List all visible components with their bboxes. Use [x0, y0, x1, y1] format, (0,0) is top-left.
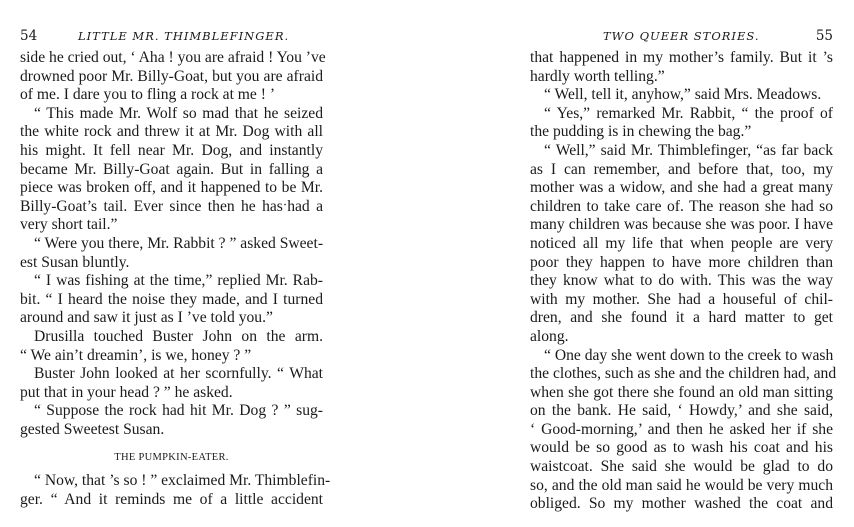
running-head: [20, 28, 323, 44]
text-line: “ Well, tell it, anyhow,” said Mrs. Meadows.: [544, 86, 822, 104]
text-line: the pudding is in chewing the bag.”: [530, 123, 752, 141]
text-line: with my mother. She had a houseful of chil-: [530, 290, 833, 308]
text-line: his might. It fell near Mr. Dog, and instantly: [20, 141, 323, 159]
text-line: “ One day she went down to the creek to wash: [544, 346, 834, 364]
text-line: Billy-Goat’s tail. Ever since then he hasˑhad a: [20, 197, 323, 215]
text-line: they know what to do with. This was the way: [530, 272, 833, 290]
running-head: [530, 28, 833, 44]
text-line: Buster John looked at her scornfully. “ What: [34, 365, 323, 383]
running-title: LITTLE MR. THIMBLEFINGER.: [78, 29, 290, 43]
text-line: so, and the old man said he would be very much: [530, 476, 833, 494]
text-line: dren, and she found it a hard matter to get: [530, 309, 833, 327]
text-line: “ Well,” said Mr. Thimblefinger, “as far back: [544, 141, 833, 159]
text-line: poor they happen to have more children than: [530, 253, 833, 271]
section-heading: THE PUMPKIN-EATER.: [114, 452, 229, 464]
text-line: “ Now, that ’s so ! ” exclaimed Mr. Thimblefin-: [34, 472, 331, 490]
text-line: very short tail.”: [20, 216, 118, 234]
text-line: along.: [530, 327, 569, 345]
text-line: the white rock and threw it at Mr. Dog with all: [20, 123, 323, 141]
text-line: became Mr. Billy-Goat again. But in falling a: [20, 160, 323, 178]
text-line: obliged. So my mother washed the coat and: [530, 495, 833, 513]
text-line: drowned poor Mr. Billy-Goat, but you are afraid: [20, 67, 323, 85]
text-line: bit. “ I heard the noise they made, and I turned: [20, 290, 323, 308]
text-line: Drusilla touched Buster John on the arm.: [34, 327, 323, 345]
text-line: “ We ain’t dreamin’, is we, honey ? ”: [20, 346, 252, 364]
page-number: 55: [815, 28, 833, 44]
text-line: on the bank. He said, ‘ Howdy,’ and she said,: [530, 402, 833, 420]
text-line: “ Were you there, Mr. Rabbit ? ” asked Sweet-: [34, 234, 324, 252]
text-line: side he cried out, ‘ Aha ! you are afraid ! You ’ve: [20, 49, 326, 66]
text-line: “ Suppose the rock had hit Mr. Dog ? ” sug-: [34, 402, 323, 420]
text-line: put that in your head ? ” he asked.: [20, 383, 233, 401]
text-line: est Susan bluntly.: [20, 253, 130, 271]
text-line: when she got there she found an old man sitting: [530, 383, 833, 401]
text-line: that happened in my mother’s family. But it ’s: [530, 49, 833, 66]
text-line: hardly worth telling.”: [530, 67, 665, 85]
page-number: 54: [20, 28, 38, 44]
text-line: piece was broken off, and it happened to be Mr.: [20, 179, 323, 197]
text-line: the clothes, such as she and the children had, and: [530, 365, 837, 383]
text-line: “ This made Mr. Wolf so mad that he seized: [34, 104, 323, 122]
text-line: “ I was fishing at the time,” replied Mr. Rab-: [34, 272, 323, 290]
text-line: noticed all my life that when people are very: [530, 234, 833, 252]
page-body: [20, 49, 331, 509]
text-line: children to take care of. The reason she had so: [530, 197, 833, 215]
text-line: as I can remember, and before that, too, my: [530, 160, 833, 178]
text-line: would be so good as to wash his coat and his: [530, 439, 833, 457]
text-line: many children was because she was poor. I have: [530, 216, 833, 234]
text-line: ger. “ And it reminds me of a little accident: [20, 490, 323, 508]
text-line: “ Yes,” remarked Mr. Rabbit, “ the proof of: [544, 104, 833, 122]
text-line: gested Sweetest Susan.: [20, 420, 165, 438]
text-line: mother was a widow, and she had a great many: [530, 179, 833, 197]
right-page: [427, 0, 854, 527]
text-line: around and saw it just as I ’ve told you.”: [20, 309, 273, 327]
text-line: waistcoat. She said she would be glad to do: [530, 458, 833, 476]
text-line: ‘ Good-morning,’ and then he asked her if she: [530, 420, 833, 438]
text-line: of me. I dare you to fling a rock at me ! ’: [20, 86, 276, 104]
page-body: [530, 49, 837, 514]
running-title: TWO QUEER STORIES.: [603, 29, 760, 43]
